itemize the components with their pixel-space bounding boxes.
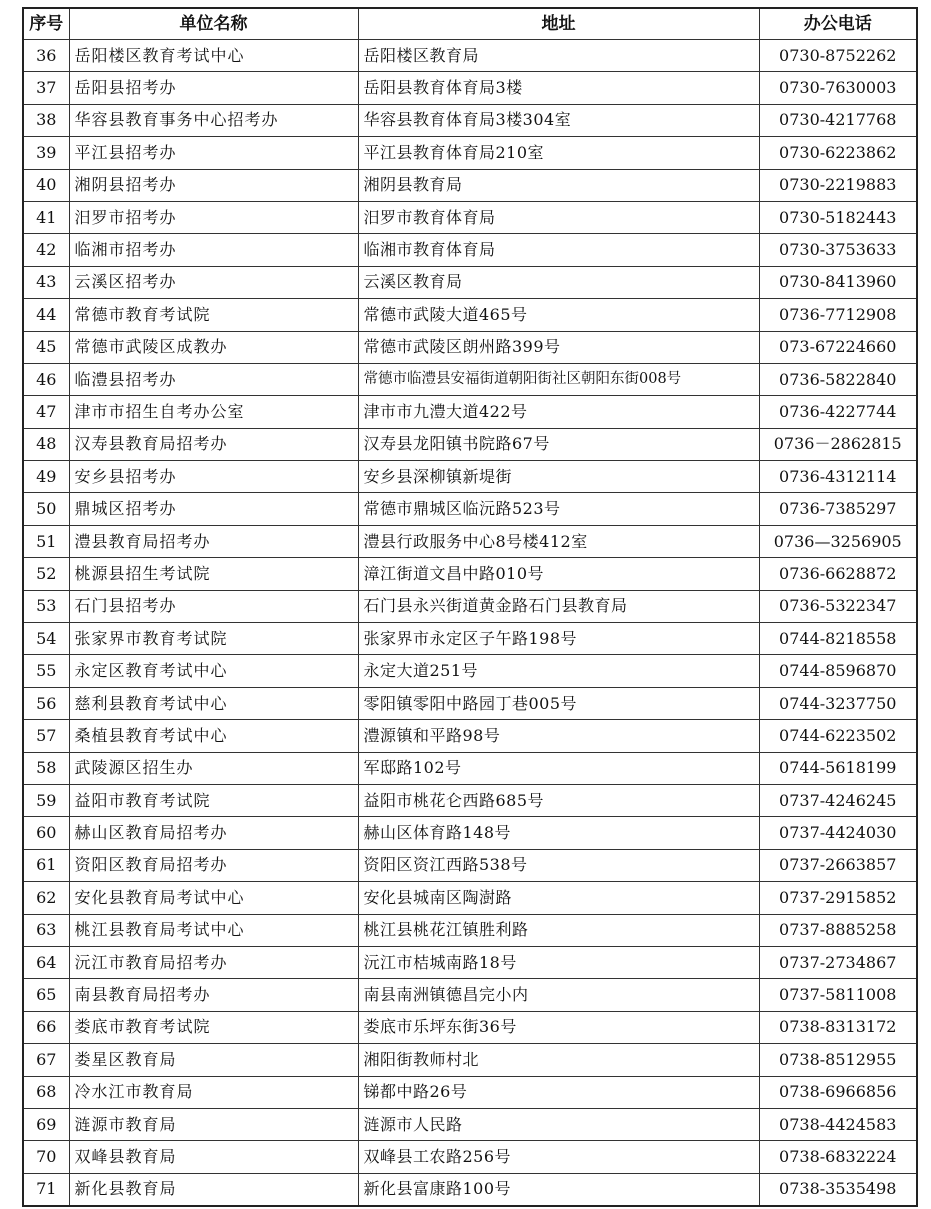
row-office-phone: 0744-6223502: [759, 720, 917, 752]
row-office-phone: 0738-8313172: [759, 1011, 917, 1043]
table-row: [23, 784, 917, 816]
row-serial-number: 53: [23, 590, 69, 622]
header-serial-number: 序号: [23, 8, 69, 40]
table-row: [23, 363, 917, 395]
row-address: 澧县行政服务中心8号楼412室: [358, 525, 759, 557]
row-unit-name: 慈利县教育考试中心: [69, 687, 358, 719]
row-address: 娄底市乐坪东街36号: [358, 1011, 759, 1043]
row-serial-number: 63: [23, 914, 69, 946]
row-office-phone: 0744-8218558: [759, 623, 917, 655]
row-address: 桃江县桃花江镇胜利路: [358, 914, 759, 946]
row-unit-name: 娄星区教育局: [69, 1044, 358, 1076]
row-serial-number: 59: [23, 784, 69, 816]
table-row: [23, 428, 917, 460]
row-unit-name: 常德市武陵区成教办: [69, 331, 358, 363]
row-unit-name: 桃江县教育局考试中心: [69, 914, 358, 946]
table-row: [23, 558, 917, 590]
row-serial-number: 40: [23, 169, 69, 201]
table-row: [23, 914, 917, 946]
row-office-phone: 0730-4217768: [759, 104, 917, 136]
row-address: 漳江街道文昌中路010号: [358, 558, 759, 590]
row-address: 安化县城南区陶澍路: [358, 882, 759, 914]
table-row: [23, 655, 917, 687]
row-office-phone: 0737-2915852: [759, 882, 917, 914]
row-unit-name: 新化县教育局: [69, 1173, 358, 1206]
row-office-phone: 0730-8752262: [759, 40, 917, 72]
row-address: 锑都中路26号: [358, 1076, 759, 1108]
table-row: [23, 72, 917, 104]
row-unit-name: 赫山区教育局招考办: [69, 817, 358, 849]
exam-office-contact-table: [22, 7, 918, 1207]
row-serial-number: 62: [23, 882, 69, 914]
row-serial-number: 48: [23, 428, 69, 460]
row-unit-name: 汉寿县教育局招考办: [69, 428, 358, 460]
row-serial-number: 51: [23, 525, 69, 557]
row-address: 汨罗市教育体育局: [358, 201, 759, 233]
row-address: 岳阳县教育体育局3楼: [358, 72, 759, 104]
row-unit-name: 双峰县教育局: [69, 1141, 358, 1173]
row-serial-number: 46: [23, 363, 69, 395]
row-unit-name: 冷水江市教育局: [69, 1076, 358, 1108]
row-office-phone: 0736-7385297: [759, 493, 917, 525]
row-address: 张家界市永定区子午路198号: [358, 623, 759, 655]
row-serial-number: 64: [23, 946, 69, 978]
table-row: [23, 266, 917, 298]
table-row: [23, 201, 917, 233]
row-serial-number: 65: [23, 979, 69, 1011]
row-office-phone: 0730-5182443: [759, 201, 917, 233]
row-address: 华容县教育体育局3楼304室: [358, 104, 759, 136]
header-row: [23, 8, 917, 40]
row-address: 安乡县深柳镇新堤街: [358, 461, 759, 493]
row-office-phone: 0730-8413960: [759, 266, 917, 298]
row-unit-name: 平江县招考办: [69, 137, 358, 169]
table-row: [23, 169, 917, 201]
row-office-phone: 0737-4424030: [759, 817, 917, 849]
table-row: [23, 752, 917, 784]
row-office-phone: 0738-4424583: [759, 1108, 917, 1140]
table-body: [23, 40, 917, 1207]
row-serial-number: 50: [23, 493, 69, 525]
table-row: [23, 979, 917, 1011]
table-row: [23, 1173, 917, 1206]
table-row: [23, 817, 917, 849]
row-unit-name: 资阳区教育局招考办: [69, 849, 358, 881]
row-serial-number: 61: [23, 849, 69, 881]
row-serial-number: 52: [23, 558, 69, 590]
row-serial-number: 71: [23, 1173, 69, 1206]
row-address: 赫山区体育路148号: [358, 817, 759, 849]
row-office-phone: 0737-2663857: [759, 849, 917, 881]
row-unit-name: 临澧县招考办: [69, 363, 358, 395]
row-address: 涟源市人民路: [358, 1108, 759, 1140]
row-office-phone: 0738-8512955: [759, 1044, 917, 1076]
row-unit-name: 常德市教育考试院: [69, 299, 358, 331]
row-address: 汉寿县龙阳镇书院路67号: [358, 428, 759, 460]
row-address: 临湘市教育体育局: [358, 234, 759, 266]
row-unit-name: 临湘市招考办: [69, 234, 358, 266]
row-office-phone: 0738-6832224: [759, 1141, 917, 1173]
header-unit-name: 单位名称: [69, 8, 358, 40]
row-unit-name: 石门县招考办: [69, 590, 358, 622]
row-unit-name: 益阳市教育考试院: [69, 784, 358, 816]
row-unit-name: 鼎城区招考办: [69, 493, 358, 525]
table-row: [23, 946, 917, 978]
row-address: 南县南洲镇德昌完小内: [358, 979, 759, 1011]
row-unit-name: 安化县教育局考试中心: [69, 882, 358, 914]
table-row: [23, 137, 917, 169]
table-row: [23, 1141, 917, 1173]
row-serial-number: 68: [23, 1076, 69, 1108]
row-serial-number: 43: [23, 266, 69, 298]
row-address: 澧源镇和平路98号: [358, 720, 759, 752]
row-address: 零阳镇零阳中路园丁巷005号: [358, 687, 759, 719]
row-office-phone: 0737-8885258: [759, 914, 917, 946]
row-unit-name: 安乡县招考办: [69, 461, 358, 493]
row-office-phone: 0738-3535498: [759, 1173, 917, 1206]
row-serial-number: 37: [23, 72, 69, 104]
row-office-phone: 0736-6628872: [759, 558, 917, 590]
row-office-phone: 0738-6966856: [759, 1076, 917, 1108]
table-row: [23, 1108, 917, 1140]
row-unit-name: 娄底市教育考试院: [69, 1011, 358, 1043]
row-address: 新化县富康路100号: [358, 1173, 759, 1206]
row-office-phone: 0736-5322347: [759, 590, 917, 622]
row-serial-number: 39: [23, 137, 69, 169]
row-unit-name: 湘阴县招考办: [69, 169, 358, 201]
row-office-phone: 0736-4312114: [759, 461, 917, 493]
row-office-phone: 0730-2219883: [759, 169, 917, 201]
row-office-phone: 0744-8596870: [759, 655, 917, 687]
row-unit-name: 华容县教育事务中心招考办: [69, 104, 358, 136]
row-unit-name: 桃源县招生考试院: [69, 558, 358, 590]
row-unit-name: 张家界市教育考试院: [69, 623, 358, 655]
table-row: [23, 590, 917, 622]
table-row: [23, 104, 917, 136]
row-address: 益阳市桃花仑西路685号: [358, 784, 759, 816]
table-row: [23, 461, 917, 493]
row-unit-name: 澧县教育局招考办: [69, 525, 358, 557]
row-office-phone: 0730-6223862: [759, 137, 917, 169]
table-row: [23, 1011, 917, 1043]
row-address: 常德市武陵大道465号: [358, 299, 759, 331]
row-serial-number: 57: [23, 720, 69, 752]
header-office-phone: 办公电话: [759, 8, 917, 40]
row-serial-number: 47: [23, 396, 69, 428]
table-row: [23, 234, 917, 266]
row-address: 岳阳楼区教育局: [358, 40, 759, 72]
table-row: [23, 396, 917, 428]
row-serial-number: 36: [23, 40, 69, 72]
table-row: [23, 623, 917, 655]
row-serial-number: 67: [23, 1044, 69, 1076]
table-row: [23, 493, 917, 525]
row-unit-name: 涟源市教育局: [69, 1108, 358, 1140]
row-office-phone: 0737-2734867: [759, 946, 917, 978]
row-serial-number: 42: [23, 234, 69, 266]
row-serial-number: 58: [23, 752, 69, 784]
row-address: 石门县永兴街道黄金路石门县教育局: [358, 590, 759, 622]
row-serial-number: 49: [23, 461, 69, 493]
row-address: 资阳区资江西路538号: [358, 849, 759, 881]
row-serial-number: 56: [23, 687, 69, 719]
header-address: 地址: [358, 8, 759, 40]
row-address: 湘阳街教师村北: [358, 1044, 759, 1076]
table-header: [23, 8, 917, 40]
row-serial-number: 66: [23, 1011, 69, 1043]
row-unit-name: 岳阳楼区教育考试中心: [69, 40, 358, 72]
table-row: [23, 40, 917, 72]
row-office-phone: 0744-3237750: [759, 687, 917, 719]
row-unit-name: 云溪区招考办: [69, 266, 358, 298]
row-unit-name: 武陵源区招生办: [69, 752, 358, 784]
row-serial-number: 69: [23, 1108, 69, 1140]
row-address: 军邸路102号: [358, 752, 759, 784]
row-address: 常德市武陵区朗州路399号: [358, 331, 759, 363]
table-row: [23, 882, 917, 914]
row-unit-name: 南县教育局招考办: [69, 979, 358, 1011]
table-row: [23, 331, 917, 363]
row-address: 双峰县工农路256号: [358, 1141, 759, 1173]
row-unit-name: 沅江市教育局招考办: [69, 946, 358, 978]
row-serial-number: 55: [23, 655, 69, 687]
table-row: [23, 720, 917, 752]
row-serial-number: 38: [23, 104, 69, 136]
row-address: 平江县教育体育局210室: [358, 137, 759, 169]
row-office-phone: 0737-5811008: [759, 979, 917, 1011]
row-serial-number: 60: [23, 817, 69, 849]
row-serial-number: 54: [23, 623, 69, 655]
row-address: 云溪区教育局: [358, 266, 759, 298]
table-row: [23, 849, 917, 881]
table-row: [23, 1076, 917, 1108]
row-unit-name: 桑植县教育考试中心: [69, 720, 358, 752]
row-office-phone: 0736-4227744: [759, 396, 917, 428]
table-row: [23, 1044, 917, 1076]
row-serial-number: 44: [23, 299, 69, 331]
row-address: 常德市鼎城区临沅路523号: [358, 493, 759, 525]
row-office-phone: 0736—3256905: [759, 525, 917, 557]
row-office-phone: 0737-4246245: [759, 784, 917, 816]
row-unit-name: 汨罗市招考办: [69, 201, 358, 233]
row-unit-name: 永定区教育考试中心: [69, 655, 358, 687]
row-address: 津市市九澧大道422号: [358, 396, 759, 428]
row-address: 永定大道251号: [358, 655, 759, 687]
row-office-phone: 0744-5618199: [759, 752, 917, 784]
row-office-phone: 0730-7630003: [759, 72, 917, 104]
row-address: 常德市临澧县安福街道朝阳街社区朝阳东街008号: [358, 363, 759, 395]
row-serial-number: 45: [23, 331, 69, 363]
row-serial-number: 41: [23, 201, 69, 233]
row-address: 湘阴县教育局: [358, 169, 759, 201]
table-row: [23, 299, 917, 331]
row-office-phone: 0736－2862815: [759, 428, 917, 460]
table-row: [23, 687, 917, 719]
row-office-phone: 0736-5822840: [759, 363, 917, 395]
row-serial-number: 70: [23, 1141, 69, 1173]
row-address: 沅江市桔城南路18号: [358, 946, 759, 978]
table-row: [23, 525, 917, 557]
row-unit-name: 津市市招生自考办公室: [69, 396, 358, 428]
row-unit-name: 岳阳县招考办: [69, 72, 358, 104]
row-office-phone: 0736-7712908: [759, 299, 917, 331]
row-office-phone: 0730-3753633: [759, 234, 917, 266]
row-office-phone: 073-67224660: [759, 331, 917, 363]
contact-table-sheet: [22, 7, 918, 1207]
